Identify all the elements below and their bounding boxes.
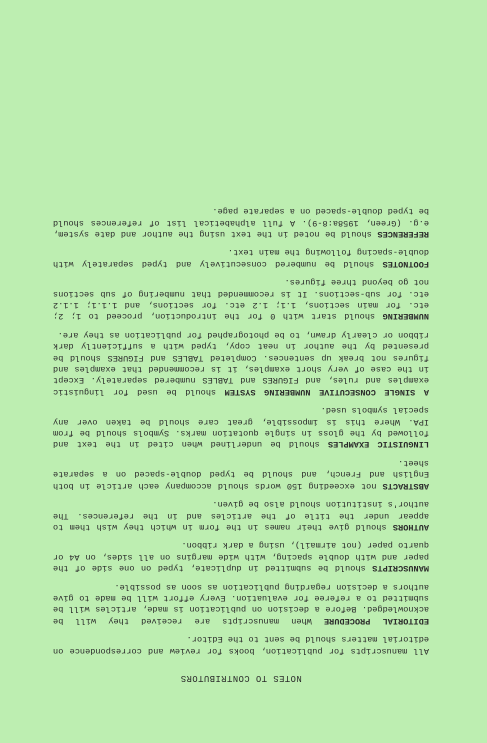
paragraph-authors: AUTHORS should give their names in the form in which they wish them to appear under the title of the articles and in the references. The author's institution should also be given.: [53, 499, 429, 532]
paragraph-numbering: NUMBERING should start with 0 for the introduction, proceed to 1; 2; etc. for main sections, 1.1; 1.2 etc. for sections, and 1.1.1; 1.1.2 etc. for sub-sections. It is recommended that numbering of sub sections not go beyond three figures.: [53, 277, 429, 322]
paragraph-keyword: A SINGLE CONSECUTIVE NUMBERING SYSTEM: [224, 386, 429, 397]
paragraph-keyword: NUMBERING: [382, 311, 429, 322]
document-body: [53, 198, 429, 683]
paragraph-editorial-procedure: EDITORIAL PROCEDURE When manuscripts are received they will be acknowledged. Before a decision on publication is made, articles will be submitted to a referee for evaluation. Every effort will be made to give authors a decision regarding publication as soon as possible.: [53, 581, 429, 626]
paragraph-keyword: LINGUISTIC EXAMPLES: [327, 439, 429, 450]
paragraph-keyword: AUTHORS: [392, 521, 429, 532]
paragraph-footnotes: FOOTNOTES should be numbered consecutively and typed separately with double-spacing following the main text.: [53, 247, 429, 269]
paragraph-numbering-system: A SINGLE CONSECUTIVE NUMBERING SYSTEM should be used for linguistic examples and rules, and FIGURES and TABLES numbered separately. Except in the case of very short examples, it is recommended that examples and figures not break up sentences. Completed TABLES and FIGURES should be presented by the author in neat copy, typed with a sufficiently dark ribbon or clearly drawn, to be photographed for publication as they are.: [53, 329, 429, 397]
paragraph-abstracts: ABSTRACTS not exceeding 150 words should accompany each article in both English and French, and should be typed double-spaced on a separate sheet.: [53, 457, 429, 491]
paragraph-keyword: REFERENCES: [377, 229, 429, 239]
paragraph-keyword: MANUSCRIPTS: [372, 563, 429, 574]
paragraph-linguistic-examples: LINGUISTIC EXAMPLES should be underlined when cited in the text and followed by the gloss in single quotation marks. Symbols should be from IPA. Where this is impossible, great care should be taken over any special symbols used.: [53, 405, 429, 450]
paragraph-keyword: EDITORIAL PROCEDURE: [323, 615, 429, 626]
paragraph-manuscripts: MANUSCRIPTS should be submitted in duplicate, typed on one side of the paper and with double spacing, with wide margins on all sides, on A4 or quarto paper (not airmail), using a dark ribbon.: [53, 540, 429, 574]
paragraph-intro: All manuscripts for publication, books for review and correspondence on editorial matters should be sent to the Editor.: [53, 634, 429, 656]
paragraph-references: REFERENCES should be noted in the text using the author and date system, e.g. (Green, 1958a:8-9). A full alphabetical list of references should be typed double-spaced on a separate page.: [53, 206, 429, 239]
paragraph-keyword: ABSTRACTS: [382, 480, 429, 491]
paragraph-keyword: FOOTNOTES: [382, 258, 429, 269]
page-title: NOTES TO CONTRIBUTORS: [180, 673, 302, 683]
